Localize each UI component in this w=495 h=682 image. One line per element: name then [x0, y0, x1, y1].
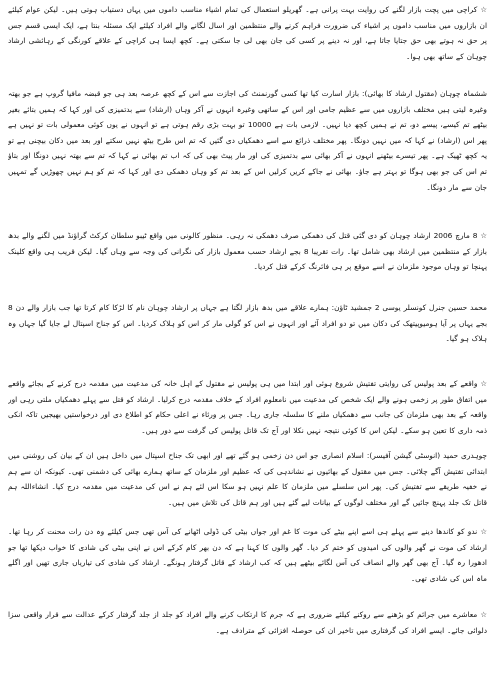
- article-paragraph: ☆ معاشرے میں جرائم کو بڑھنے سے روکنے کیلئے ضروری ہے کہ جرم کا ارتکاب کرنے والے افراد کو جلد از جلد گرفتار کرکے عدالت سے قرار واقعی سزا دلوائی جائے۔ ایسے افراد کی گرفتاری میں تاخیر ان کی حوصلہ افزائی کے مترادف ہے۔: [8, 610, 487, 635]
- article-paragraph: ☆ ندو کو کاندھا دینے سے پہلے ہی اسے اپنے بیٹے کی موت کا غم اور جواں بیٹی کی ڈولی اٹھانے کی آس تھی جس کیلئے وہ دن رات محنت کر رہا تھا۔ ارشاد کی موت نے گھر والوں کی امیدوں کو ختم کر دیا۔ گھر والوں کا کہنا ہے کہ دن بھر کام کرکے اس نے اپنی بیٹی کی شادی کا خواب دیکھا تھا جو ادھورا رہ گیا۔ آج بھی گھر والے انصاف کی آس لگائے بیٹھے ہیں کہ کب ارشاد کے قاتل گرفتار ہونگے۔ ارشاد کی شادی کی تیاریاں جاری تھیں اور اگلے ماہ اس کی شادی تھی۔: [8, 527, 487, 583]
- article-paragraph: محمد حسین جنرل کونسلر یوسی 2 جمشید ٹاؤن: ہمارے علاقے میں بدھ بازار لگتا ہے جہاں پر ارشاد چوہان نام کا لڑکا کام کرتا تھا جب بازار والے دن 8 بجے یہاں پر آیا ہومیوپیتھک کی دکان میں تو دو افراد آئے اور انہوں نے اس کو گولی مار کر اس کو ہلاک کردیا۔ اس کو جناح اسپتال لے جایا گیا جہاں وہ ہلاک ہو گیا۔: [8, 303, 487, 344]
- article-paragraph: ششماہ چوہان (مقتول ارشاد کا بھائی): بازار اسارت کیا تھا کسی گورنمنٹ کی اجازت سے اس کے کچھ عرصہ بعد ہی جو قبضہ مافیا گروپ ہے جو بھتہ وغیرہ لیتی ہیں مختلف بازاروں میں سے عظیم جامی اور اس کے ساتھی وغیرہ انہوں نے آکر وہاں (ارشاد) سے بدتمیزی کی اور کہا کہ ہمیں بتائے بغیر بیٹھے تم کیسے، پیسے دو، تم نے ہمیں کچھ دیا نہیں۔ لازمی بات ہے 10000 تو بہت بڑی رقم ہوتی ہے تو انہوں نے یوں کوئی معمولی بات تو نہیں ہے پھر اس (ارشاد) نے کہا کہ میں نہیں دونگا۔ پھر مختلف ذرائع سے اسے دھمکیاں دی گئیں کہ تم اس طرح بیٹھ نہیں سکتے اور بعد میں دکان بیچنی ہے تو یہ کچھ ٹھیک ہے۔ پھر تیسرے بیٹھنے انہوں نے آکر بھائی سے بدتمیزی کی اور مار پیٹ بھی کی کہ اب تم بھائی نے کہا کہ تم سے بھتہ نہیں دونگا اور بتاؤ تم اس کی جو بھی ہوگا تو بہتر ہے جاؤ۔ بھائی نے جاکے کریں کرلیں اس کے بعد تم کو وہاں دھمکی دی اور کہا کہ تم کو ہم نہیں چھوڑیں گے تمہیں جان سے مار دونگا۔: [8, 89, 487, 192]
- article-paragraph: ☆ کراچی میں پچت بازار لگنے کی روایت بہت پرانی ہے۔ گھریلو استعمال کی تمام اشیاء مناسب داموں میں یہاں دستیاب ہوتی ہیں۔ لیکن عوام کیلئے ان بازاروں میں مناسب داموں پر اشیاء کی ضرورت فراہم کرنے والے منتظمین اور اسال لگانے والے افراد کیلئے ایک مسئلہ بنتا ہے، ایک ایسی قسم جس پر حق نہ ہوتے بھی حق جتایا جاتا ہے، اور نہ دینے پر کسی کی جان بھی لی جا سکتی ہے۔ کچھ ایسا ہی کراچی کے علاقے کورنگی کے رہائشی ارشاد چوہان کے ساتھ بھی ہوا۔: [8, 5, 487, 61]
- article-paragraph: ☆ 8 مارچ 2006 ارشاد چوہان کو دی گئی قتل کی دھمکی صرف دھمکی نہ رہی۔ منظور کالونی میں واقع ٹیبو سلطان کرکٹ گراؤنڈ میں لگنے والے بدھ بازار کے منتظمین میں ارشاد بھی شامل تھا۔ رات تقریبا 8 بجے ارشاد حسب معمول بازار کی نگرانی کی وجہ سے وہاں گیا۔ لیکن قریب ہی واقع کلینک پہنچا تو وہاں موجود ملزمان نے اسے موقع پر ہی فائرنگ کرکے قتل کردیا۔: [8, 231, 487, 272]
- article-paragraph: چوہدری حمید (انوسٹی گیشن آفیسر): اسلام انصاری جو اس دن زخمی ہو گئے تھے اور ابھی تک جناح اسپتال میں داخل ہیں ان کے بیان کی روشنی میں ابتدائی تفتیش آگے چلائی۔ جس میں مقتول کے بھائیوں نے نشاندہی کی کہ عظیم اور ملزمان کے ساتھ ہمارے بھائی کی دشمنی تھی۔ کیونکہ ان سے ہم نے خفیہ طریقے سے تفتیش کی۔ پھر اس سلسلے میں ملزمان کا علم نہیں ہو سکا اس لئے ہم نے اس کی مدعیت میں مقدمہ درج کیا۔ انشاءاللہ ہم قاتل تک جلد پہنچ جائیں گے اور مختلف لوگوں کے بیانات لیے گئے ہیں اور ہم قاتل کی تلاش میں ہیں۔: [8, 451, 487, 507]
- article-paragraph: ☆ واقعے کے بعد پولیس کی روایتی تفتیش شروع ہوئی اور ابتدا میں ہی پولیس نے مقتول کے اہل خانہ کی مدعیت میں مقدمہ درج کرنے کے بجائے واقعے میں اتفاق طور پر زخمی ہونے والے ایک شخص کی مدعیت میں نامعلوم افراد کے خلاف مقدمہ درج کرلیا۔ ارشاد کو قتل سے پہلے دھمکیاں ملتی رہی اور واقعہ کے بعد بھی ملزمان کی جانب سے دھمکیاں ملنے کا سلسلہ جاری رہا۔ جس پر ورثاء نے اعلی حکام کو اطلاع دی اور درخواستیں بھیجیں تاکہ انکی ذمہ داری کا تعین ہو سکے۔ لیکن اس کا کوئی نتیجہ نہیں نکلا اور آج تک قاتل پولیس کی گرفت سے دور ہیں۔: [8, 379, 487, 435]
